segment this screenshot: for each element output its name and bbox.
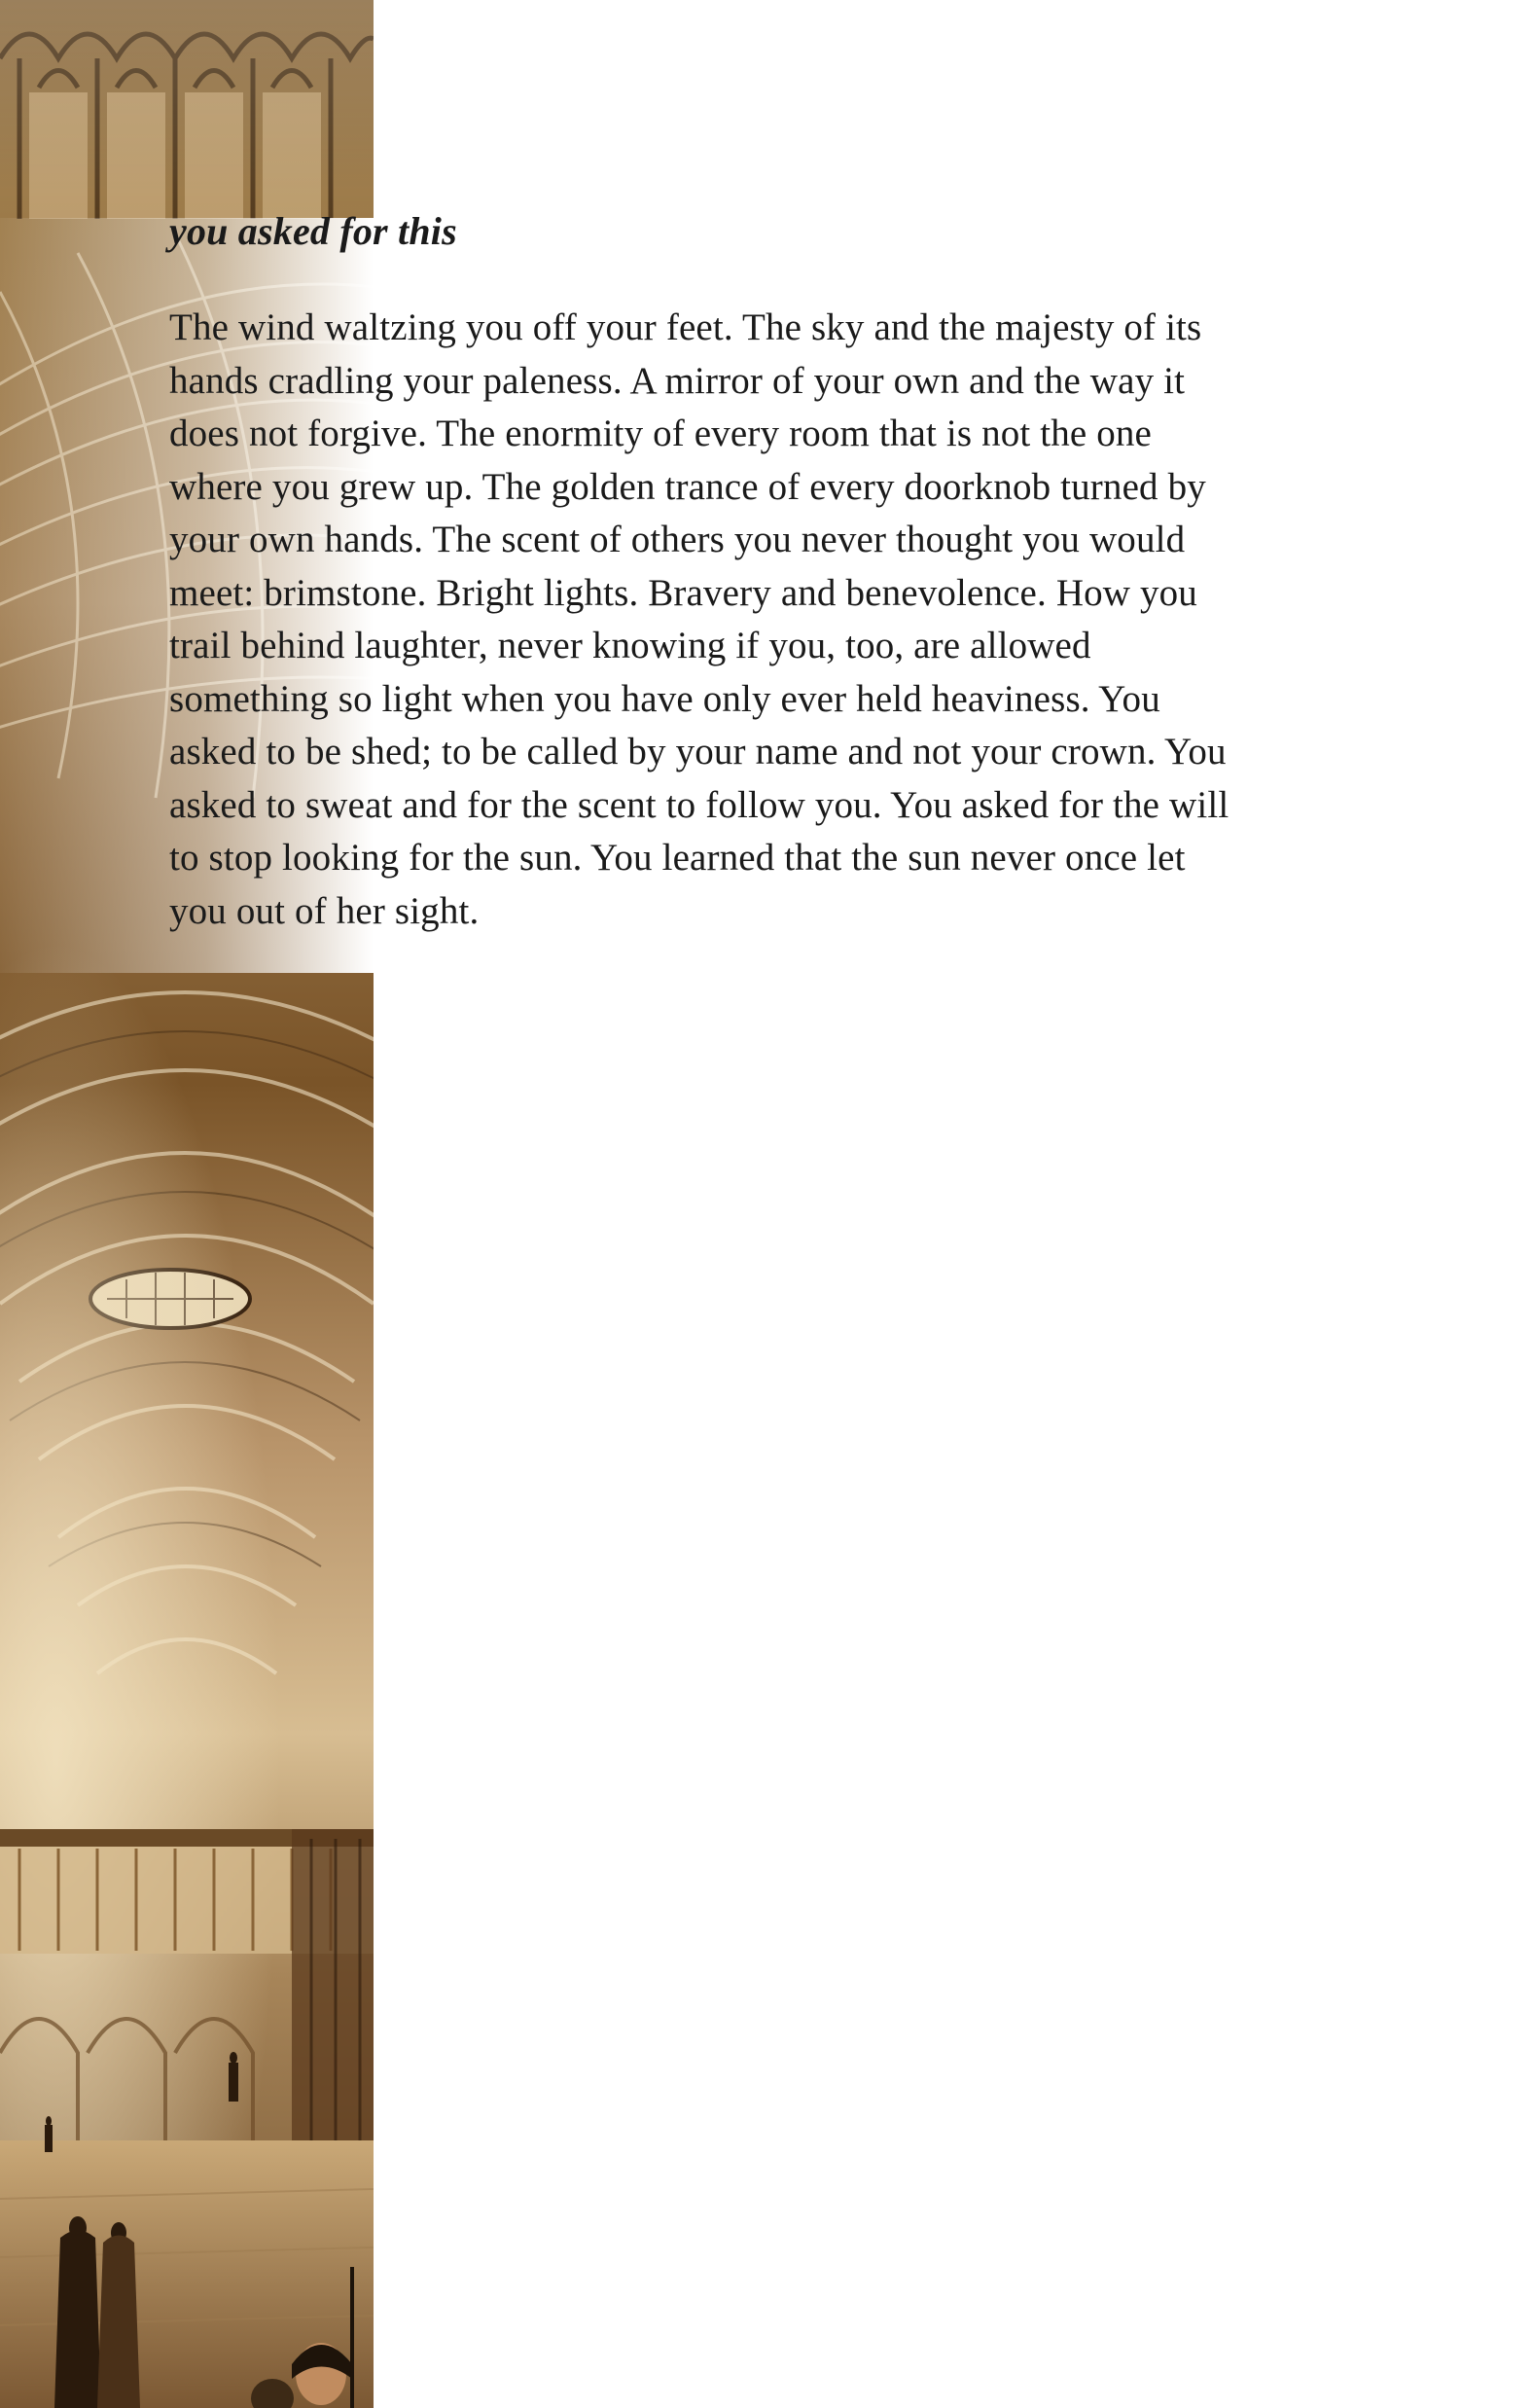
- poem-title: you asked for this: [169, 209, 457, 253]
- poem-line: where you grew up. The golden trance of every doorknob turned by: [169, 465, 1206, 508]
- poem-line: hands cradling your paleness. A mirror of your own and the way it: [169, 359, 1186, 402]
- poem-line: The wind waltzing you off your feet. The sky and the majesty of its: [169, 306, 1202, 348]
- poem-line: your own hands. The scent of others you never thought you would: [169, 519, 1186, 560]
- poem-block: [169, 204, 1424, 938]
- poem-line: to stop looking for the sun. You learned that the sun never once let: [169, 837, 1186, 879]
- poem-line: you out of her sight.: [169, 889, 480, 932]
- poem-line: asked to sweat and for the scent to follow you. You asked for the will: [169, 783, 1229, 826]
- poem-line: asked to be shed; to be called by your name and not your crown. You: [169, 731, 1227, 773]
- poem-line: something so light when you have only ever held heaviness. You: [169, 677, 1160, 720]
- poem-line: meet: brimstone. Bright lights. Bravery and benevolence. How you: [169, 571, 1197, 614]
- poem-body: [169, 302, 1424, 938]
- poem-line: does not forgive. The enormity of every room that is not the one: [169, 413, 1153, 454]
- poem-line: trail behind laughter, never knowing if you, too, are allowed: [169, 625, 1091, 666]
